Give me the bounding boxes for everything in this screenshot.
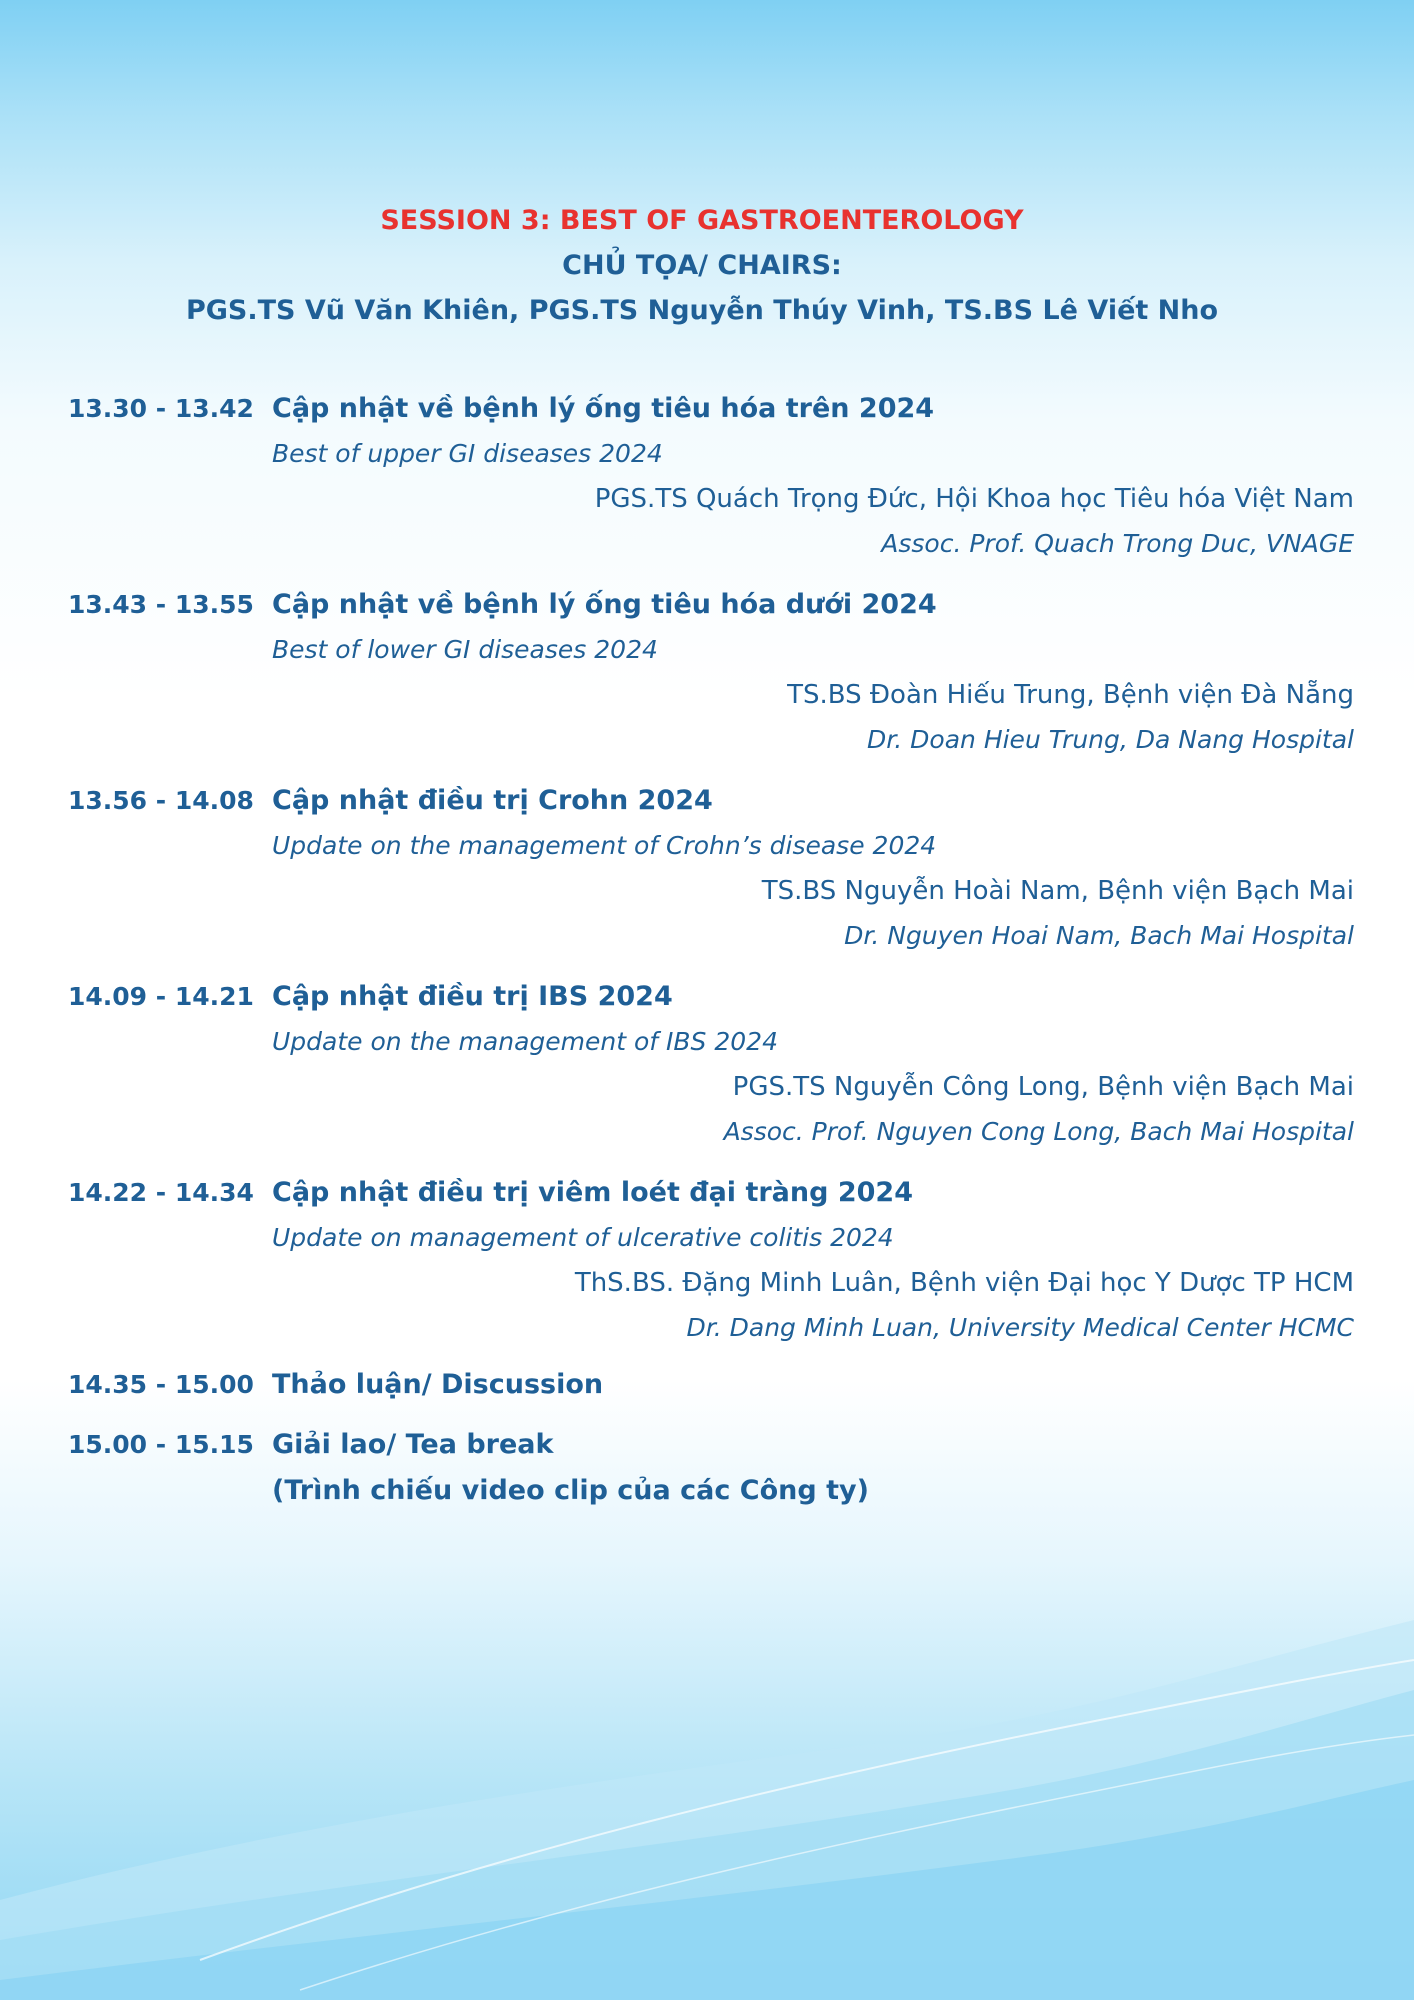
speaker-english: Dr. Nguyen Hoai Nam, Bach Mai Hospital — [844, 921, 1354, 950]
agenda-time: 13.30 - 13.42 — [68, 394, 254, 423]
speaker-english: Dr. Doan Hieu Trung, Da Nang Hospital — [867, 725, 1354, 754]
agenda-item — [0, 974, 1414, 1154]
chairs-label: CHỦ TỌA/ CHAIRS: — [562, 250, 842, 281]
agenda-item — [0, 582, 1414, 762]
speaker-english: Dr. Dang Minh Luan, University Medical Center HCMC — [686, 1313, 1354, 1342]
session-header — [0, 198, 1404, 333]
agenda-subtitle: Update on management of ulcerative colitis 2024 — [272, 1223, 894, 1252]
agenda-title: Cập nhật về bệnh lý ống tiêu hóa dưới 2024 — [272, 589, 937, 620]
agenda-subtitle: Best of upper GI diseases 2024 — [272, 439, 663, 468]
agenda-item — [0, 778, 1414, 958]
tea-break-item — [0, 1422, 1414, 1514]
speaker-english: Assoc. Prof. Nguyen Cong Long, Bach Mai Hospital — [723, 1117, 1354, 1146]
discussion-title: Thảo luận/ Discussion — [272, 1369, 604, 1400]
chairs-names: PGS.TS Vũ Văn Khiên, PGS.TS Nguyễn Thúy Vinh, TS.BS Lê Viết Nho — [185, 295, 1219, 326]
tea-break-time: 15.00 - 15.15 — [68, 1430, 254, 1459]
speaker-vietnamese: TS.BS Đoàn Hiếu Trung, Bệnh viện Đà Nẵng — [787, 680, 1354, 710]
background-waves — [0, 1600, 1414, 2000]
session-title: SESSION 3: BEST OF GASTROENTEROLOGY — [380, 205, 1024, 236]
agenda-list — [0, 386, 1414, 1514]
discussion-item — [0, 1362, 1414, 1408]
agenda-subtitle: Update on the management of Crohn’s disease 2024 — [272, 831, 937, 860]
agenda-time: 14.22 - 14.34 — [68, 1178, 254, 1207]
tea-break-title: Giải lao/ Tea break — [272, 1429, 554, 1460]
agenda-item — [0, 1170, 1414, 1350]
agenda-title: Cập nhật về bệnh lý ống tiêu hóa trên 2024 — [272, 393, 935, 424]
agenda-time: 13.43 - 13.55 — [68, 590, 254, 619]
agenda-title: Cập nhật điều trị Crohn 2024 — [272, 785, 713, 816]
agenda-subtitle: Update on the management of IBS 2024 — [272, 1027, 778, 1056]
speaker-vietnamese: PGS.TS Quách Trọng Đức, Hội Khoa học Tiêu hóa Việt Nam — [594, 484, 1354, 514]
tea-break-note: (Trình chiếu video clip của các Công ty) — [272, 1475, 869, 1506]
agenda-item — [0, 386, 1414, 566]
speaker-vietnamese: ThS.BS. Đặng Minh Luân, Bệnh viện Đại học Y Dược TP HCM — [574, 1268, 1354, 1298]
speaker-english: Assoc. Prof. Quach Trong Duc, VNAGE — [881, 529, 1354, 558]
agenda-title: Cập nhật điều trị viêm loét đại tràng 2024 — [272, 1177, 913, 1208]
discussion-time: 14.35 - 15.00 — [68, 1370, 254, 1399]
agenda-time: 14.09 - 14.21 — [68, 982, 254, 1011]
agenda-subtitle: Best of lower GI diseases 2024 — [272, 635, 658, 664]
speaker-vietnamese: TS.BS Nguyễn Hoài Nam, Bệnh viện Bạch Mai — [761, 876, 1354, 906]
agenda-title: Cập nhật điều trị IBS 2024 — [272, 981, 673, 1012]
speaker-vietnamese: PGS.TS Nguyễn Công Long, Bệnh viện Bạch Mai — [732, 1072, 1354, 1102]
agenda-time: 13.56 - 14.08 — [68, 786, 254, 815]
